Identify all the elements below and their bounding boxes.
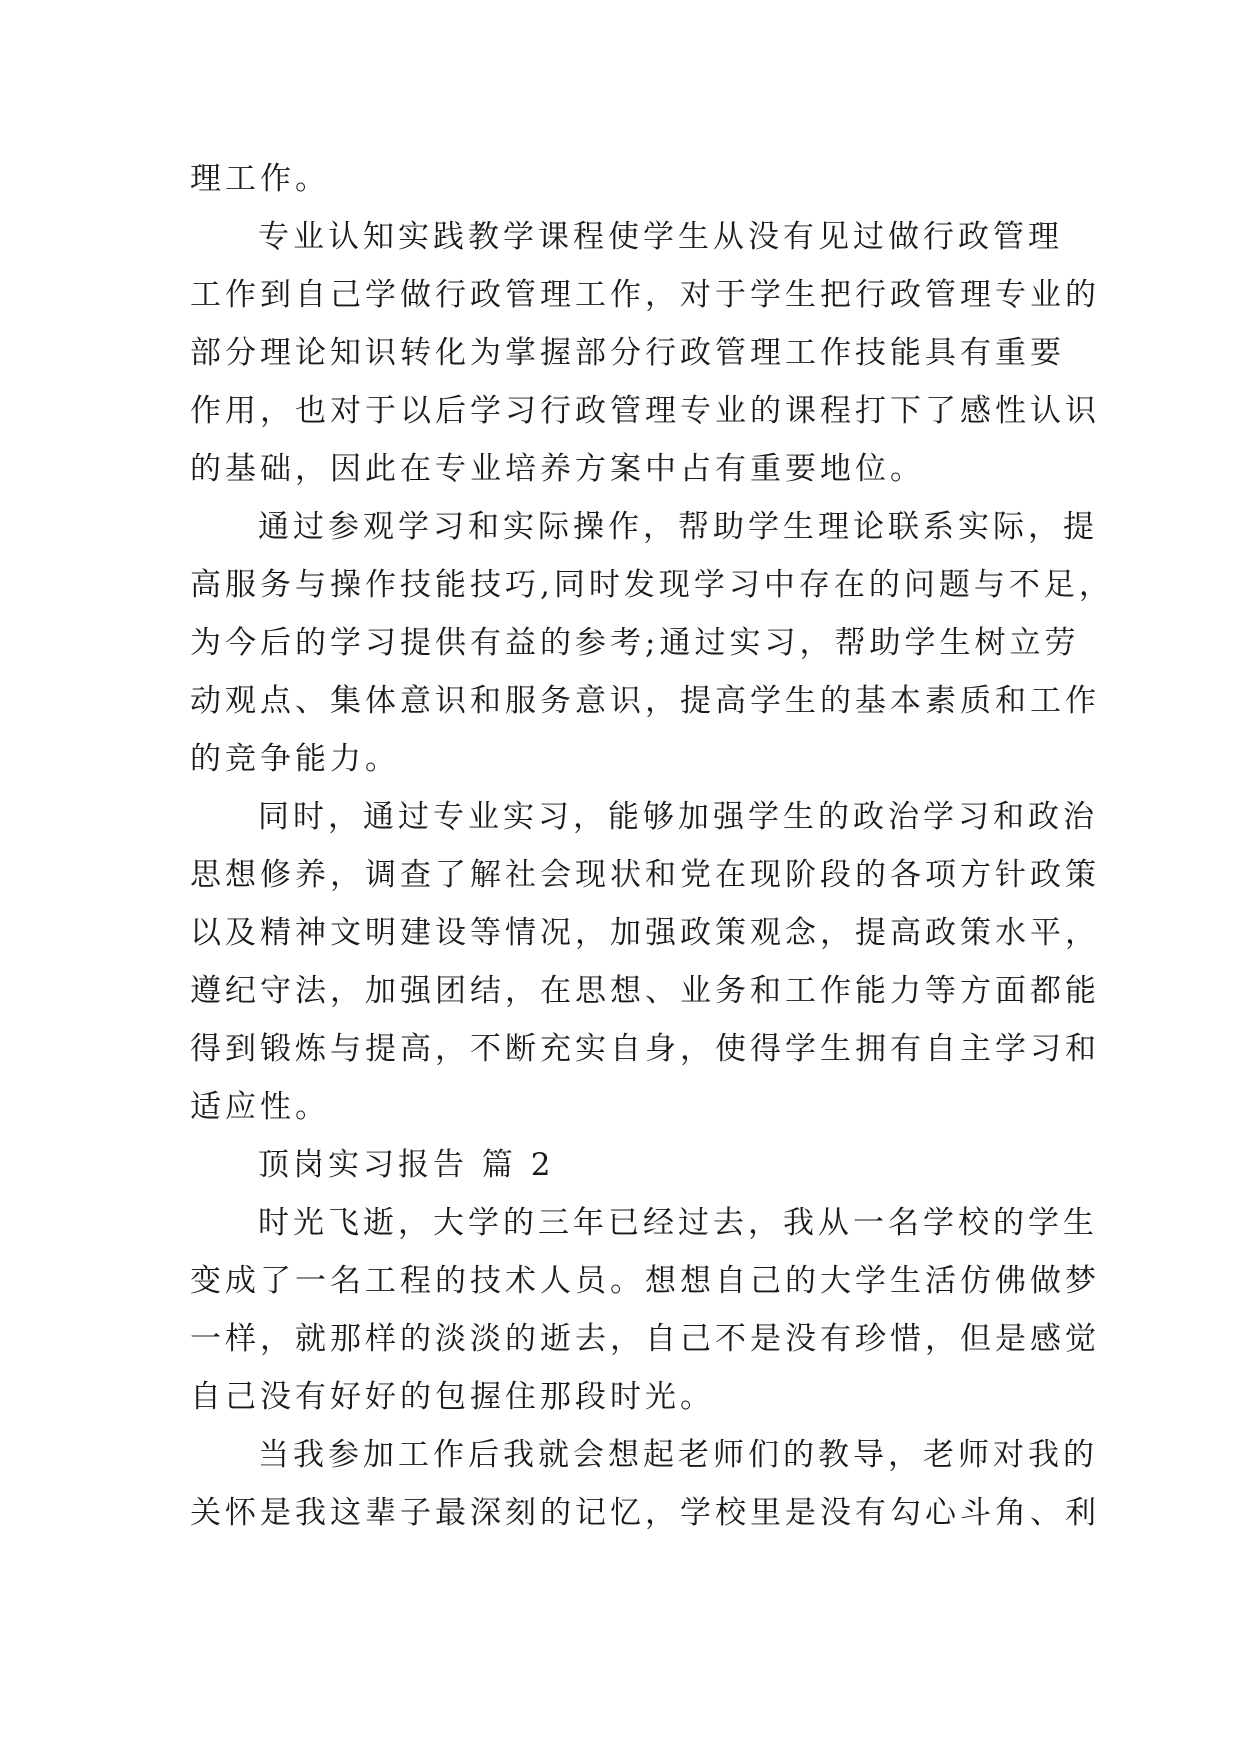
section-heading: 顶岗实习报告 篇 2 (258, 1147, 555, 1183)
text-line: 的竞争能力。 (190, 741, 400, 777)
text-line: 当我参加工作后我就会想起老师们的教导，老师对我的 (258, 1437, 1098, 1473)
document-body (190, 150, 1114, 1542)
text-line: 适应性。 (190, 1089, 330, 1125)
text-line: 专业认知实践教学课程使学生从没有见过做行政管理 (258, 219, 1063, 255)
text-line: 一样，就那样的淡淡的逝去，自己不是没有珍惜，但是感觉 (190, 1321, 1100, 1357)
text-line: 自己没有好好的包握住那段时光。 (190, 1379, 715, 1415)
text-line: 遵纪守法，加强团结，在思想、业务和工作能力等方面都能 (190, 973, 1100, 1009)
text-line: 的基础，因此在专业培养方案中占有重要地位。 (190, 451, 925, 487)
text-line: 动观点、集体意识和服务意识，提高学生的基本素质和工作 (190, 683, 1100, 719)
text-line: 关怀是我这辈子最深刻的记忆，学校里是没有勾心斗角、利 (190, 1495, 1100, 1531)
text-line: 为今后的学习提供有益的参考;通过实习，帮助学生树立劳 (190, 625, 1080, 661)
text-line: 得到锻炼与提高，不断充实自身，使得学生拥有自主学习和 (190, 1031, 1100, 1067)
text-line: 高服务与操作技能技巧,同时发现学习中存在的问题与不足， (190, 567, 1114, 603)
text-line: 时光飞逝，大学的三年已经过去，我从一名学校的学生 (258, 1205, 1098, 1241)
text-line: 以及精神文明建设等情况，加强政策观念，提高政策水平， (190, 915, 1100, 951)
text-line: 思想修养，调查了解社会现状和党在现阶段的各项方针政策 (190, 857, 1100, 893)
text-line: 部分理论知识转化为掌握部分行政管理工作技能具有重要 (190, 335, 1065, 371)
text-line: 作用，也对于以后学习行政管理专业的课程打下了感性认识 (190, 393, 1100, 429)
text-line: 同时，通过专业实习，能够加强学生的政治学习和政治 (258, 799, 1098, 835)
text-line: 理工作。 (190, 161, 330, 197)
text-line: 工作到自己学做行政管理工作，对于学生把行政管理专业的 (190, 277, 1100, 313)
text-line: 变成了一名工程的技术人员。想想自己的大学生活仿佛做梦 (190, 1263, 1100, 1299)
text-line: 通过参观学习和实际操作，帮助学生理论联系实际，提 (258, 509, 1098, 545)
